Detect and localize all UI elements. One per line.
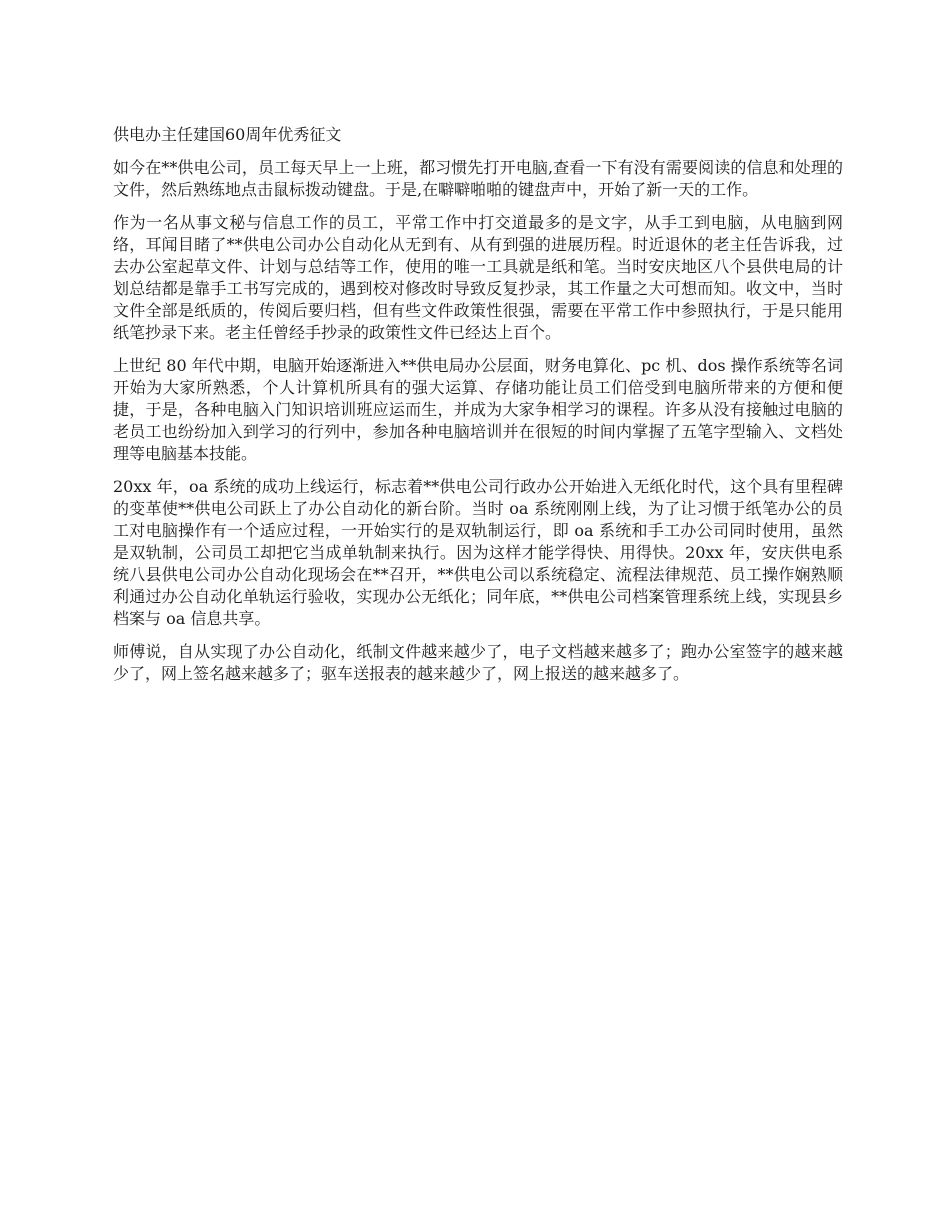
document-title: 供电办主任建国60周年优秀征文 (113, 125, 342, 144)
document-page (113, 124, 843, 696)
paragraph-3: 上世纪 80 年代中期，电脑开始逐渐进入**供电局办公层面，财务电算化、pc 机、dos 操作系统等名词开始为大家所熟悉，个人计算机所具有的强大运算、存储功能让员工们倍受到电脑所带来的方便和便捷，于是，各种电脑入门知识培训班应运而生，并成为大家争相学习的课程。许多从没有接触过电脑的老员工也纷纷加入到学习的行列中，参加各种电脑培训并在很短的时间内掌握了五笔字型输入、文档处理等电脑基本技能。 (113, 356, 843, 463)
paragraph-2: 作为一名从事文秘与信息工作的员工，平常工作中打交道最多的是文字，从手工到电脑，从电脑到网络，耳闻目睹了**供电公司办公自动化从无到有、从有到强的进展历程。时近退休的老主任告诉我，过去办公室起草文件、计划与总结等工作，使用的唯一工具就是纸和笔。当时安庆地区八个县供电局的计划总结都是靠手工书写完成的，遇到校对修改时导致反复抄录，其工作量之大可想而知。收文中，当时文件全部是纸质的，传阅后要归档，但有些文件政策性很强，需要在平常工作中参照执行，于是只能用纸笔抄录下来。老主任曾经手抄录的政策性文件已经达上百个。 (113, 213, 843, 342)
paragraph-4: 20xx 年，oa 系统的成功上线运行，标志着**供电公司行政办公开始进入无纸化时代，这个具有里程碑的变革使**供电公司跃上了办公自动化的新台阶。当时 oa 系统刚刚上线，为了让习惯于纸笔办公的员工对电脑操作有一个适应过程，一开始实行的是双轨制运行，即 oa 系统和手工办公司同时使用，虽然是双轨制，公司员工却把它当成单轨制来执行。因为这样才能学得快、用得快。20xx 年，安庆供电系统八县供电公司办公自动化现场会在**召开，**供电公司以系统稳定、流程法律规范、员工操作娴熟顺利通过办公自动化单轨运行验收，实现办公无纸化；同年底，**供电公司档案管理系统上线，实现县乡档案与 oa 信息共享。 (113, 477, 843, 628)
paragraph-1: 如今在**供电公司，员工每天早上一上班，都习惯先打开电脑,查看一下有没有需要阅读的信息和处理的文件，然后熟练地点击鼠标拨动键盘。于是,在噼噼啪啪的键盘声中，开始了新一天的工作。 (113, 158, 843, 199)
paragraph-5: 师傅说，自从实现了办公自动化，纸制文件越来越少了，电子文档越来越多了；跑办公室签字的越来越少了，网上签名越来越多了；驱车送报表的越来越少了，网上报送的越来越多了。 (113, 642, 843, 683)
